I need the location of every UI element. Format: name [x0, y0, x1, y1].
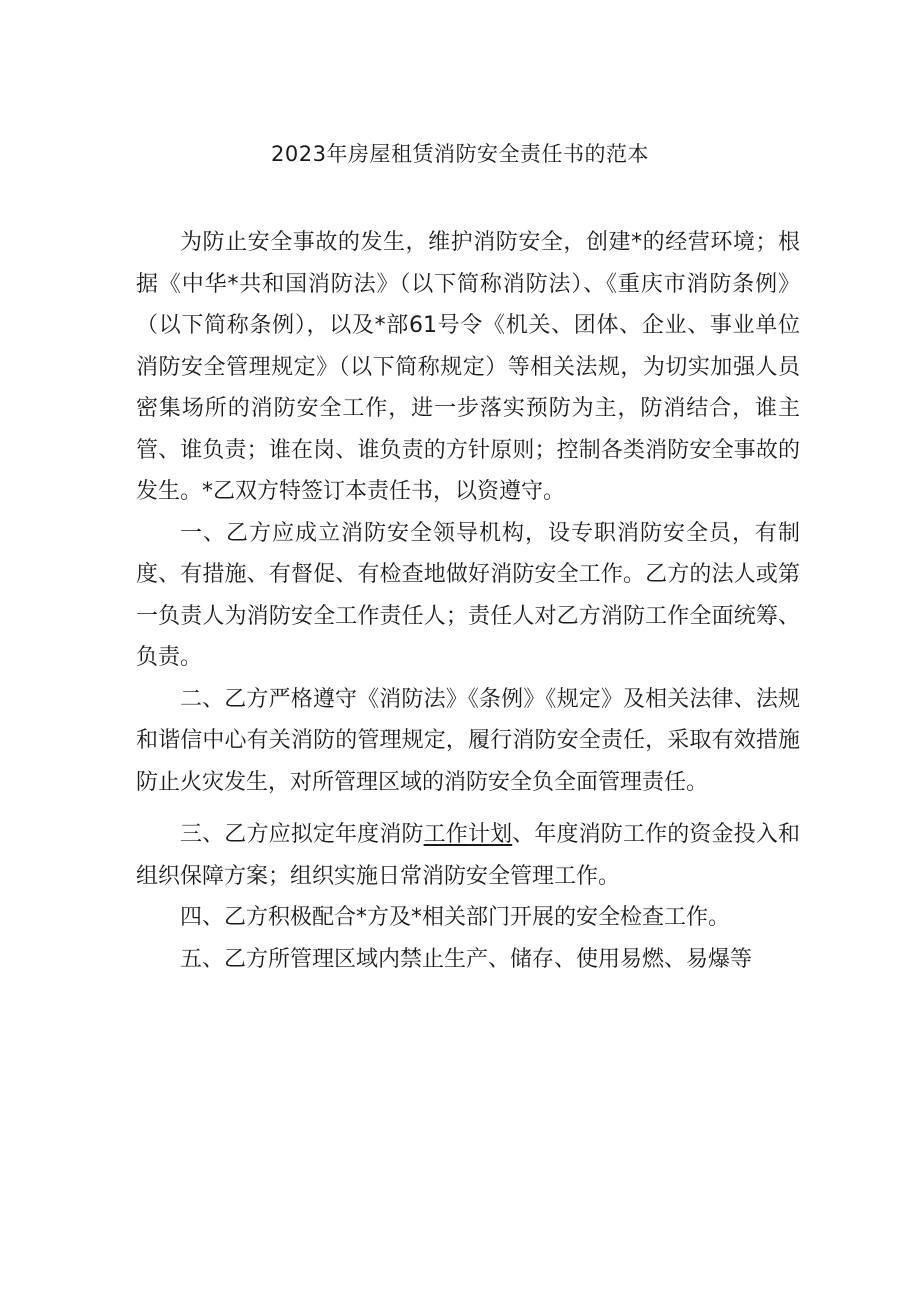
paragraph-clause-2: 二、乙方严格遵守《消防法》《条例》《规定》及相关法律、法规和谐信中心有关消防的管理规定，履行消防安全责任，采取有效措施防止火灾发生，对所管理区域的消防安全负全面管理责任。 [136, 686, 800, 795]
document-title: 2023年房屋租赁消防安全责任书的范本 [271, 142, 649, 166]
document-body [136, 222, 800, 980]
paragraph-clause-3 [136, 814, 800, 897]
paragraph-clause-1: 一、乙方应成立消防安全领导机构，设专职消防安全员，有制度、有措施、有督促、有检查地做好消防安全工作。乙方的法人或第一负责人为消防安全工作责任人；责任人对乙方消防工作全面统筹、负责。 [136, 520, 800, 670]
paragraph-intro: 为防止安全事故的发生，维护消防安全，创建*的经营环境；根据《中华*共和国消防法》（以下简称消防法）、《重庆市消防条例》（以下简称条例），以及*部61号令《机关、团体、企业、事业单位消防安全管理规定》（以下简称规定）等相关法规，为切实加强人员密集场所的消防安全工作，进一步落实预防为主，防消结合，谁主管、谁负责；谁在岗、谁负责的方针原则；控制各类消防安全事故的发生。*乙双方特签订本责任书，以资遵守。 [136, 230, 800, 504]
clause-3-text-before: 三、乙方应拟定年度消防 [180, 822, 424, 847]
paragraph-clause-4: 四、乙方积极配合*方及*相关部门开展的安全检查工作。 [180, 905, 731, 930]
paragraph-clause-5: 五、乙方所管理区域内禁止生产、储存、使用易燃、易爆等 [180, 946, 753, 972]
clause-3-text-after: 、年度消防工作的资金投入和组织保障方案；组织实施日常消防安全管理工作。 [136, 822, 800, 889]
work-plan-link[interactable]: 工作计划 [423, 822, 513, 847]
